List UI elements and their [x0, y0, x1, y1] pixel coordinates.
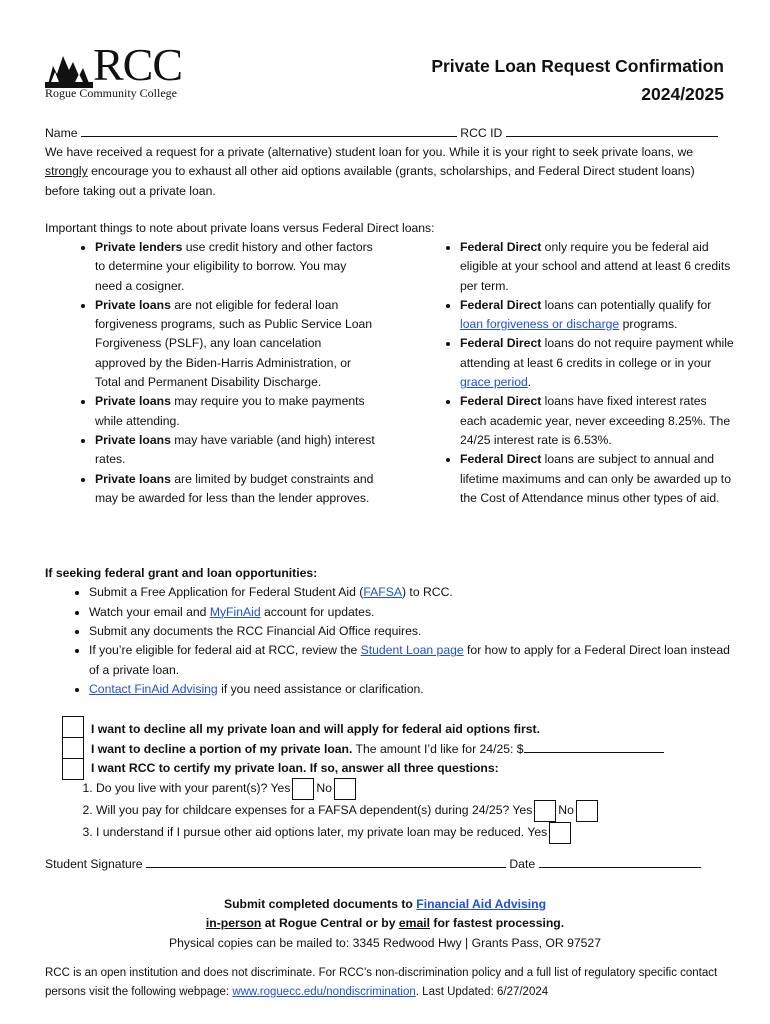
name-id-row — [45, 124, 725, 143]
logo-acronym: RCC — [93, 39, 183, 90]
federal-item: • Federal Direct loans have fixed interest rates each academic year, never exceeding 8.25%. The 24/25 interest rate is 6.53%. — [460, 392, 735, 450]
seeking-item: • Watch your email and MyFinAid account for updates. — [89, 603, 735, 622]
logo-college-name: Rogue Community College — [45, 86, 177, 100]
private-item: • Private loans are limited by budget constraints and may be awarded for less than the lender approves. — [95, 470, 375, 509]
intro-paragraph — [45, 143, 725, 201]
decline-amount-field[interactable] — [524, 740, 664, 753]
email-text: email — [398, 916, 431, 930]
certify-questions — [45, 778, 735, 844]
loan-forgiveness-link[interactable]: loan forgiveness or discharge — [460, 317, 620, 332]
submit-line-2: in-person at Rogue Central or by email for fastest processing. — [205, 916, 565, 930]
myfinaid-link[interactable]: MyFinAid — [209, 604, 261, 619]
choice-labels — [91, 720, 731, 779]
decline-portion-row: I want to decline a portion of my private loan. The amount I’d like for 24/25: $ — [91, 740, 731, 760]
name-field[interactable] — [81, 124, 457, 137]
intro-text-1: We have received a request for a private (alternative) student loan for you. While it is your right to seek private loans, we — [45, 145, 694, 159]
submit-line-1: Submit completed documents to Financial Aid Advising — [223, 897, 547, 911]
federal-item: • Federal Direct loans do not require payment while attending at least 6 credits in college or in your grace period. — [460, 334, 735, 392]
federal-item: • Federal Direct loans can potentially qualify for loan forgiveness or discharge programs. — [460, 296, 735, 335]
seeking-item: • Contact FinAid Advising if you need assistance or clarification. — [89, 680, 735, 699]
name-label: Name — [45, 126, 78, 140]
seeking-item: • Submit any documents the RCC Financial Aid Office requires. — [89, 622, 735, 641]
important-heading: Important things to note about private loans versus Federal Direct loans: — [45, 221, 435, 235]
title-line-1: Private Loan Request Confirmation — [431, 56, 724, 76]
question-item: 3. I understand if I pursue other aid options later, my private loan may be reduced. Yes — [96, 822, 735, 844]
signature-row — [45, 855, 735, 874]
decline-all-checkbox[interactable] — [62, 716, 84, 738]
signature-field[interactable] — [146, 855, 506, 868]
intro-text-2: encourage you to exhaust all other aid options available (grants, scholarships, and Federal Direct student loans) before taking out a private loan. — [45, 164, 695, 198]
rccid-label: RCC ID — [460, 126, 503, 140]
certify-label: I want RCC to certify my private loan. If so, answer all three questions: — [91, 761, 499, 775]
decline-all-label: I want to decline all my private loan and will apply for federal aid options first. — [91, 722, 540, 736]
rccid-field[interactable] — [506, 124, 718, 137]
date-label: Date — [509, 857, 536, 871]
seeking-federal-section — [45, 564, 735, 699]
student-loan-page-link[interactable]: Student Loan page — [360, 643, 464, 658]
contact-finaid-link[interactable]: Contact FinAid Advising — [89, 681, 218, 696]
seeking-heading: If seeking federal grant and loan opportunities: — [45, 566, 318, 580]
title-line-2: 2024/2025 — [641, 84, 724, 104]
q3-yes-checkbox[interactable] — [549, 822, 571, 844]
tree-mountain-icon — [45, 48, 93, 90]
choice-checkboxes — [62, 716, 84, 780]
intro-strongly: strongly — [45, 164, 88, 179]
question-item: 2. Will you pay for childcare expenses for a FAFSA dependent(s) during 24/25? Yes No — [96, 800, 735, 822]
grace-period-link[interactable]: grace period — [460, 375, 528, 390]
seeking-item: • Submit a Free Application for Federal Student Aid (FAFSA) to RCC. — [89, 583, 735, 602]
in-person-text: in-person — [205, 916, 262, 930]
date-field[interactable] — [539, 855, 701, 868]
footer-notice: RCC is an open institution and does not discriminate. For RCC’s non-discrimination policy and a full list of regulatory specific contact persons visit the following webpage: www.roguecc.edu/nondiscrimination. Last Updated: 6/27/2024 — [45, 967, 718, 998]
private-item: • Private loans are not eligible for federal loan forgiveness programs, such as Public Service Loan Forgiveness (PSLF), any loan cancelation approved by the Biden-Harris Administration, or Total and Permanent Disability Discharge. — [95, 296, 375, 392]
private-loans-list — [45, 238, 375, 508]
q1-no-checkbox[interactable] — [334, 778, 356, 800]
fafsa-link[interactable]: FAFSA — [363, 585, 402, 600]
private-item: • Private loans may have variable (and high) interest rates. — [95, 431, 375, 470]
seeking-item: • If you’re eligible for federal aid at RCC, review the Student Loan page for how to apply for a Federal Direct loan instead of a private loan. — [89, 641, 735, 680]
federal-item: • Federal Direct loans are subject to annual and lifetime maximums and can only be awarded up to the Cost of Attendance minus other types of aid. — [460, 450, 735, 508]
nondiscrimination-link[interactable]: www.roguecc.edu/nondiscrimination — [232, 985, 416, 998]
private-item: • Private lenders use credit history and other factors to determine your eligibility to borrow. You may need a cosigner. — [95, 238, 375, 296]
certify-checkbox[interactable] — [62, 758, 84, 780]
mail-address: Physical copies can be mailed to: 3345 Redwood Hwy | Grants Pass, OR 97527 — [169, 936, 601, 950]
federal-item: • Federal Direct only require you be federal aid eligible at your school and attend at least 6 credits per term. — [460, 238, 735, 296]
financial-aid-advising-link[interactable]: Financial Aid Advising — [416, 897, 547, 911]
q1-yes-checkbox[interactable] — [292, 778, 314, 800]
decline-portion-checkbox[interactable] — [62, 737, 84, 759]
federal-direct-list — [410, 238, 735, 508]
question-item: 1. Do you live with your parent(s)? Yes No — [96, 778, 735, 800]
private-item: • Private loans may require you to make payments while attending. — [95, 392, 375, 431]
rcc-logo — [45, 39, 205, 104]
q2-yes-checkbox[interactable] — [534, 800, 556, 822]
page-title — [431, 52, 724, 108]
q2-no-checkbox[interactable] — [576, 800, 598, 822]
signature-label: Student Signature — [45, 857, 143, 871]
